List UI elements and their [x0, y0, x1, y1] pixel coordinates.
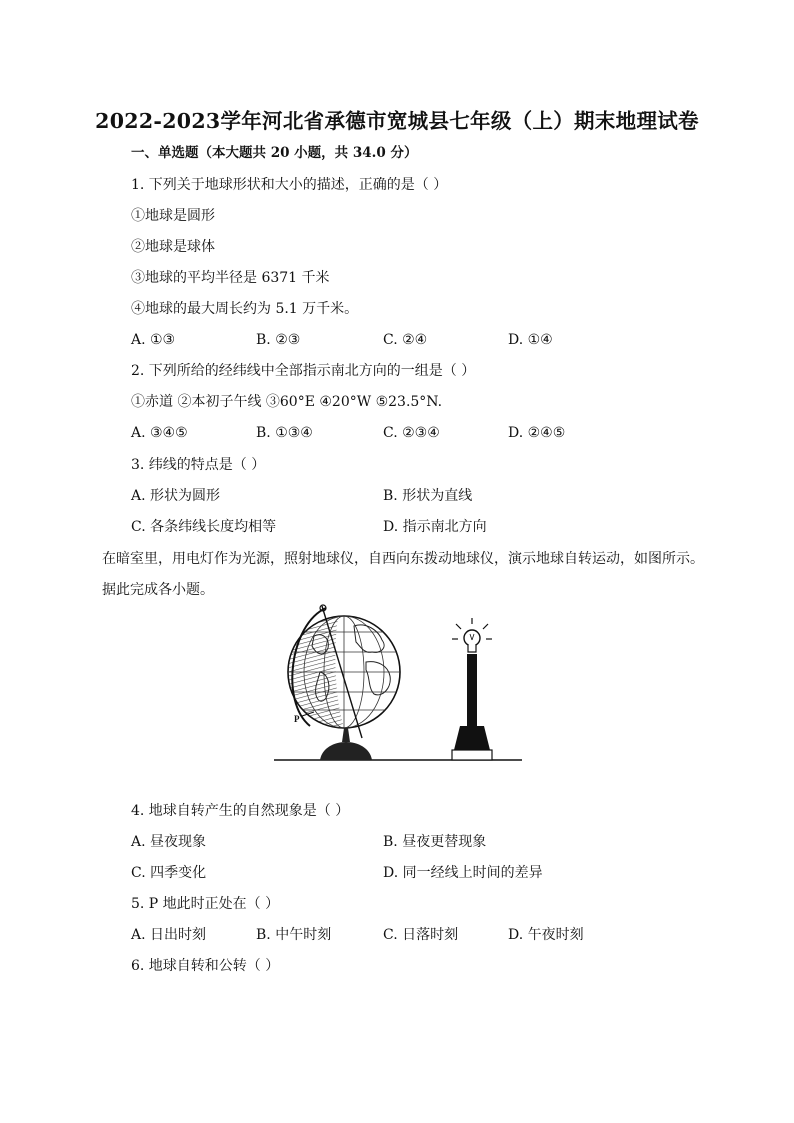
question-2-stem: 2. 下列所给的经纬线中全部指示南北方向的一组是（ ） — [131, 363, 476, 379]
question-4-option-d: D. 同一经线上时间的差异 — [383, 865, 543, 881]
question-3-option-a: A. 形状为圆形 — [131, 488, 221, 504]
question-1-option-b: B. ②③ — [256, 332, 301, 348]
question-1-statement-1: ①地球是圆形 — [131, 208, 215, 224]
question-5-option-b: B. 中午时刻 — [256, 927, 332, 943]
question-1-statement-2: ②地球是球体 — [131, 239, 215, 255]
globe-lamp-figure — [270, 602, 526, 764]
question-1-stem: 1. 下列关于地球形状和大小的描述，正确的是（ ） — [131, 177, 448, 193]
question-1-statement-3: ③地球的平均半径是 6371 千米 — [131, 270, 330, 286]
question-3-option-c: C. 各条纬线长度均相等 — [131, 519, 277, 535]
passage-line-2: 据此完成各小题。 — [102, 582, 214, 598]
question-4-option-c: C. 四季变化 — [131, 865, 207, 881]
passage-line-1: 在暗室里，用电灯作为光源，照射地球仪，自西向东拨动地球仪，演示地球自转运动，如图所示。 — [102, 551, 704, 567]
question-3-stem: 3. 纬线的特点是（ ） — [131, 457, 266, 473]
question-1-statement-4: ④地球的最大周长约为 5.1 万千米。 — [131, 301, 359, 317]
globe-icon — [270, 602, 404, 760]
page-title: 2022-2023学年河北省承德市宽城县七年级（上）期末地理试卷 — [95, 109, 699, 133]
question-5-option-c: C. 日落时刻 — [383, 927, 459, 943]
question-2-items: ①赤道 ②本初子午线 ③60°E ④20°W ⑤23.5°N. — [131, 394, 443, 410]
globe-lamp-illustration — [270, 602, 526, 764]
question-1-option-d: D. ①④ — [508, 332, 553, 348]
question-2-option-c: C. ②③④ — [383, 425, 440, 441]
question-2-option-d: D. ②④⑤ — [508, 425, 566, 441]
question-5-option-a: A. 日出时刻 — [131, 927, 207, 943]
p-point-label: P — [294, 714, 300, 724]
question-3-option-b: B. 形状为直线 — [383, 488, 473, 504]
section-heading: 一、单选题（本大题共 20 小题，共 34.0 分） — [131, 145, 418, 161]
question-2-option-a: A. ③④⑤ — [131, 425, 188, 441]
question-3-option-d: D. 指示南北方向 — [383, 519, 487, 535]
question-5-stem: 5. P 地此时正处在（ ） — [131, 896, 280, 912]
question-4-stem: 4. 地球自转产生的自然现象是（ ） — [131, 803, 350, 819]
question-5-option-d: D. 午夜时刻 — [508, 927, 584, 943]
question-1-option-c: C. ②④ — [383, 332, 428, 348]
question-4-option-b: B. 昼夜更替现象 — [383, 834, 487, 850]
question-1-option-a: A. ①③ — [131, 332, 176, 348]
lamp-icon — [452, 618, 492, 760]
question-2-option-b: B. ①③④ — [256, 425, 313, 441]
question-6-stem: 6. 地球自转和公转（ ） — [131, 958, 280, 974]
question-4-option-a: A. 昼夜现象 — [131, 834, 207, 850]
